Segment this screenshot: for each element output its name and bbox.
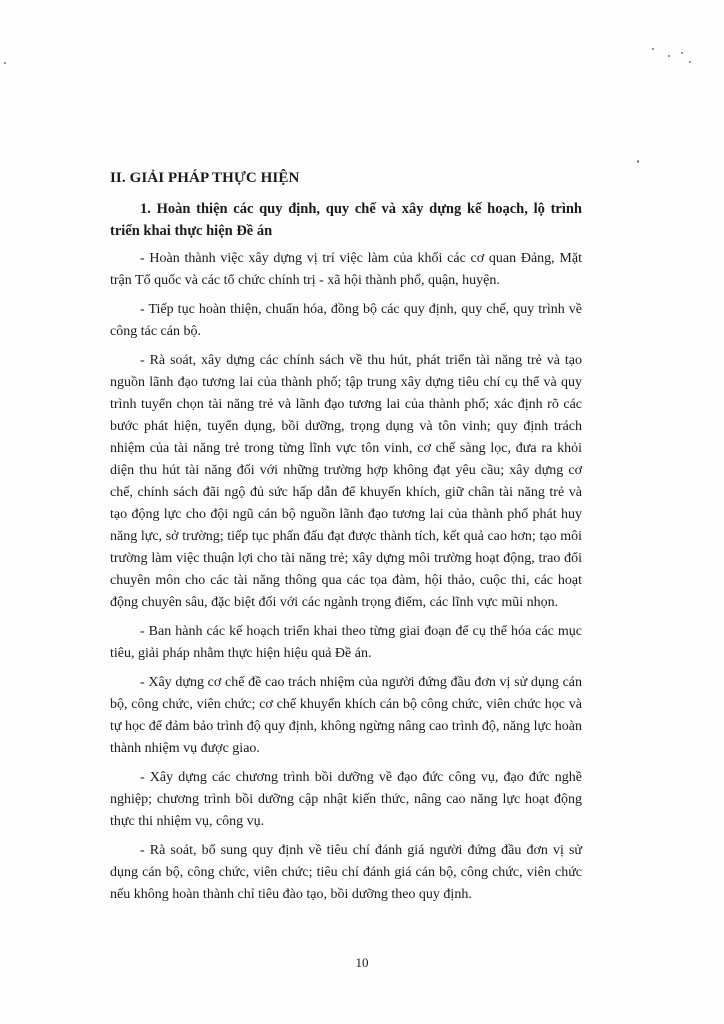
paragraph: - Rà soát, bổ sung quy định về tiêu chí đánh giá người đứng đầu đơn vị sử dụng cán bộ, công chức, viên chức; tiêu chí đánh giá cán bộ, công chức, viên chức nếu không hoàn thành chỉ tiêu đào tạo, bồi dưỡng theo quy định. — [110, 843, 582, 902]
scan-speck — [668, 55, 670, 57]
scan-speck — [4, 62, 6, 64]
page-number: 10 — [355, 955, 369, 970]
subsection-title: 1. Hoàn thiện các quy định, quy chế và xây dựng kế hoạch, lộ trình triển khai thực hiện Đề án — [110, 201, 582, 239]
scan-speck — [637, 160, 639, 163]
scan-speck — [689, 61, 691, 63]
scan-speck — [681, 52, 683, 54]
paragraph: - Rà soát, xây dựng các chính sách về thu hút, phát triển tài năng trẻ và tạo nguồn lãnh đạo tương lai của thành phố; tập trung xây dựng tiêu chí cụ thể và quy trình tuyển chọn tài năng trẻ và lãnh đạo tương lai của thành phố; xác định rõ các bước phát hiện, tuyển dụng, bồi dưỡng, trọng dụng và tôn vinh; quy định trách nhiệm của tài năng trẻ trong từng lĩnh vực tôn vinh, cơ chế sàng lọc, đưa ra khỏi diện thu hút tài năng đối với những trường hợp không đạt yêu cầu; xây dựng cơ chế, chính sách đãi ngộ đủ sức hấp dẫn để khuyến khích, giữ chân tài năng trẻ và tạo động lực cho đội ngũ cán bộ nguồn lãnh đạo tương lai của thành phố phát huy năng lực, sở trường; tiếp tục phấn đấu đạt được thành tích, kết quả cao hơn; tạo môi trường làm việc thuận lợi cho tài năng trẻ; xây dựng môi trường hoạt động, trao đổi chuyên môn cho các tài năng thông qua các tọa đàm, hội thảo, cuộc thi, các hoạt động chuyên sâu, đặc biệt đối với các ngành trọng điểm, các lĩnh vực mũi nhọn. — [110, 353, 582, 610]
paragraph: - Ban hành các kế hoạch triển khai theo từng giai đoạn để cụ thể hóa các mục tiêu, giải pháp nhằm thực hiện hiệu quả Đề án. — [110, 624, 582, 661]
paragraph: - Xây dựng cơ chế đề cao trách nhiệm của người đứng đầu đơn vị sử dụng cán bộ, công chức, viên chức; cơ chế khuyến khích cán bộ công chức, viên chức học và tự học để đảm bảo trình độ quy định, không ngừng nâng cao trình độ, năng lực hoàn thành nhiệm vụ được giao. — [110, 675, 582, 756]
scan-speck — [652, 48, 654, 50]
paragraph: - Tiếp tục hoàn thiện, chuẩn hóa, đồng bộ các quy định, quy chế, quy trình về công tác cán bộ. — [110, 302, 582, 339]
document-body — [110, 170, 582, 913]
paragraph: - Hoàn thành việc xây dựng vị trí việc làm của khối các cơ quan Đảng, Mặt trận Tổ quốc và các tổ chức chính trị - xã hội thành phố, quận, huyện. — [110, 251, 582, 288]
section-title: II. GIẢI PHÁP THỰC HIỆN — [110, 170, 300, 186]
paragraph: - Xây dựng các chương trình bồi dưỡng về đạo đức công vụ, đạo đức nghề nghiệp; chương trình bồi dưỡng cập nhật kiến thức, nâng cao năng lực hoạt động thực thi nhiệm vụ, công vụ. — [110, 770, 582, 829]
